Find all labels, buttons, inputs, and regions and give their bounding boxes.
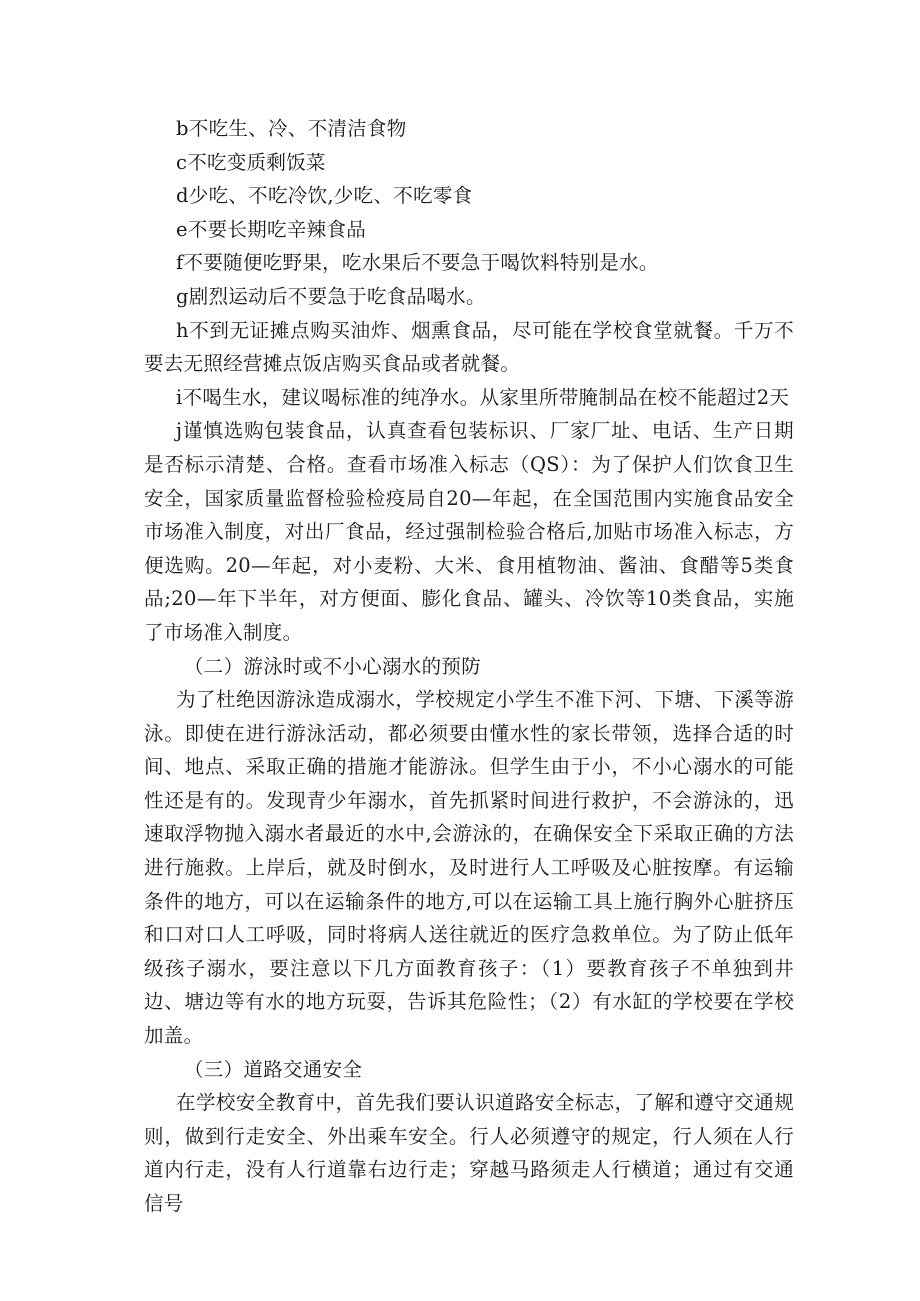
list-item-f: f不要随便吃野果，吃水果后不要急于喝饮料特别是水。: [176, 251, 659, 275]
section-heading-traffic: （三）道路交通安全: [184, 1057, 363, 1081]
document-body: [144, 112, 794, 1221]
list-item-e: e不要长期吃辛辣食品: [176, 217, 367, 241]
section-heading-swimming: （二）游泳时或不小心溺水的预防: [184, 654, 482, 678]
list-item-j: j谨慎选购包装食品，认真查看包装标识、厂家厂址、电话、生产日期是否标示清楚、合格。查看市场准入标志（QS）：为了保护人们饮食卫生安全，国家质量监督检验检疫局自20—年起，在全国范围内实施食品安全市场准入制度，对出厂食品，经过强制检验合格后,加贴市场准入标志，方便选购。20—年起，对小麦粉、大米、食用植物油、酱油、食醋等5类食品;20—年下半年，对方便面、膨化食品、罐头、冷饮等10类食品，实施了市场准入制度。: [144, 419, 794, 644]
list-item-h: h不到无证摊点购买油炸、烟熏食品，尽可能在学校食堂就餐。千万不要去无照经营摊点饭店购买食品或者就餐。: [144, 318, 794, 376]
list-item-i: i不喝生水，建议喝标准的纯净水。从家里所带腌制品在校不能超过2天: [176, 385, 790, 409]
list-item-g: g剧烈运动后不要急于吃食品喝水。: [176, 284, 486, 308]
list-item-c: c不吃变质剩饭菜: [176, 150, 326, 174]
body-paragraph-traffic: 在学校安全教育中，首先我们要认识道路安全标志，了解和遵守交通规则，做到行走安全、外出乘车安全。行人必须遵守的规定，行人须在人行道内行走，没有人行道靠右边行走；穿越马路须走人行横道；通过有交通信号: [144, 1091, 794, 1215]
list-item-d: d少吃、不吃冷饮,少吃、不吃零食: [176, 184, 473, 208]
body-paragraph-swimming: 为了杜绝因游泳造成溺水，学校规定小学生不准下河、下塘、下溪等游泳。即使在进行游泳活动，都必须要由懂水性的家长带领，选择合适的时间、地点、采取正确的措施才能游泳。但学生由于小，不小心溺水的可能性还是有的。发现青少年溺水，首先抓紧时间进行救护，不会游泳的，迅速取浮物抛入溺水者最近的水中,会游泳的，在确保安全下采取正确的方法进行施救。上岸后，就及时倒水，及时进行人工呼吸及心脏按摩。有运输条件的地方，可以在运输条件的地方,可以在运输工具上施行胸外心脏挤压和口对口人工呼吸，同时将病人送往就近的医疗急救单位。为了防止低年级孩子溺水，要注意以下几方面教育孩子：（1）要教育孩子不单独到井边、塘边等有水的地方玩耍，告诉其危险性；（2）有水缸的学校要在学校加盖。: [144, 688, 794, 1048]
list-item-b: b不吃生、冷、不清洁食物: [176, 117, 407, 140]
